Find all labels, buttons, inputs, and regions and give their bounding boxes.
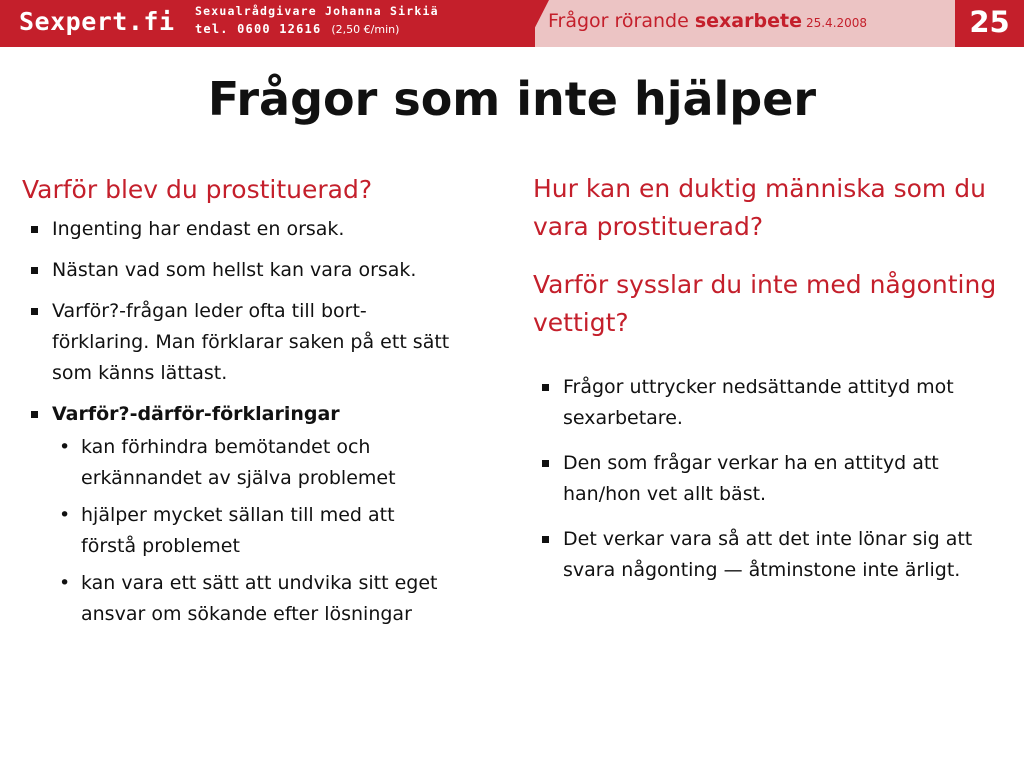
list-item <box>22 399 502 630</box>
list-item <box>533 524 1003 586</box>
square-bullet-icon <box>31 267 38 274</box>
sub-list-item <box>22 568 502 630</box>
list-item <box>22 255 502 286</box>
bullet-text: Varför?-frågan leder ofta till bort-förklaring. Man förklarar saken på ett sätt som känns lättast. <box>52 300 450 384</box>
slide-title: Frågor som inte hjälper <box>207 72 817 126</box>
list-item <box>22 296 502 389</box>
bullet-text: Det verkar vara så att det inte lönar sig att svara någonting — åtminstone inte ärligt. <box>563 528 973 581</box>
bullet-text: Den som frågar verkar ha en attityd att han/hon vet allt bäst. <box>563 452 939 505</box>
bullet-text: Nästan vad som hellst kan vara orsak. <box>52 259 417 281</box>
square-bullet-icon <box>542 536 549 543</box>
brand-block <box>0 0 185 47</box>
square-bullet-icon <box>31 411 38 418</box>
slide-topic <box>548 10 867 32</box>
counselor-phone-line <box>195 22 399 36</box>
sub-bullet-text: kan vara ett sätt att undvika sitt eget ansvar om sökande efter lösningar <box>81 572 438 625</box>
sub-list-item <box>22 500 502 562</box>
right-heading-2: Varför sysslar du inte med någonting vettigt? <box>533 270 997 337</box>
right-column <box>533 170 1003 586</box>
counselor-info <box>185 0 535 47</box>
right-heading-1: Hur kan en duktig människa som du vara prostituerad? <box>533 174 986 241</box>
sub-bullet-list <box>22 432 502 630</box>
header-slope <box>525 0 549 47</box>
square-bullet-icon <box>31 226 38 233</box>
page-number-box <box>955 0 1024 47</box>
bullet-text: Ingenting har endast en orsak. <box>52 218 345 240</box>
square-bullet-icon <box>31 308 38 315</box>
list-item <box>533 372 1003 434</box>
round-bullet-icon: • <box>59 572 71 594</box>
counselor-phone: tel. 0600 12616 <box>195 22 322 36</box>
counselor-name: Sexualrådgivare Johanna Sirkiä <box>195 4 439 18</box>
round-bullet-icon: • <box>59 436 71 458</box>
square-bullet-icon <box>542 460 549 467</box>
left-column <box>22 170 502 630</box>
list-item <box>533 448 1003 510</box>
slide-date: 25.4.2008 <box>805 16 868 30</box>
sub-list-item <box>22 432 502 494</box>
topic-bold: sexarbete <box>694 10 802 32</box>
left-heading: Varför blev du prostituerad? <box>22 175 373 204</box>
page-number: 25 <box>969 5 1010 39</box>
counselor-price: (2,50 €/min) <box>331 23 400 36</box>
bullet-text: Frågor uttrycker nedsättande attityd mot sexarbetare. <box>563 376 954 429</box>
right-bullet-list <box>533 372 1003 586</box>
left-bullet-list <box>22 214 502 630</box>
square-bullet-icon <box>542 384 549 391</box>
bullet-text: Varför?-därför-förklaringar <box>52 403 340 425</box>
sub-bullet-text: kan förhindra bemötandet och erkännandet av själva problemet <box>81 436 396 489</box>
brand-logo: Sexpert.fi <box>19 7 175 36</box>
slide-header <box>0 0 1024 47</box>
round-bullet-icon: • <box>59 504 71 526</box>
list-item <box>22 214 502 245</box>
topic-prefix: Frågor rörande <box>548 10 689 32</box>
sub-bullet-text: hjälper mycket sällan till med att förstå problemet <box>81 504 395 557</box>
